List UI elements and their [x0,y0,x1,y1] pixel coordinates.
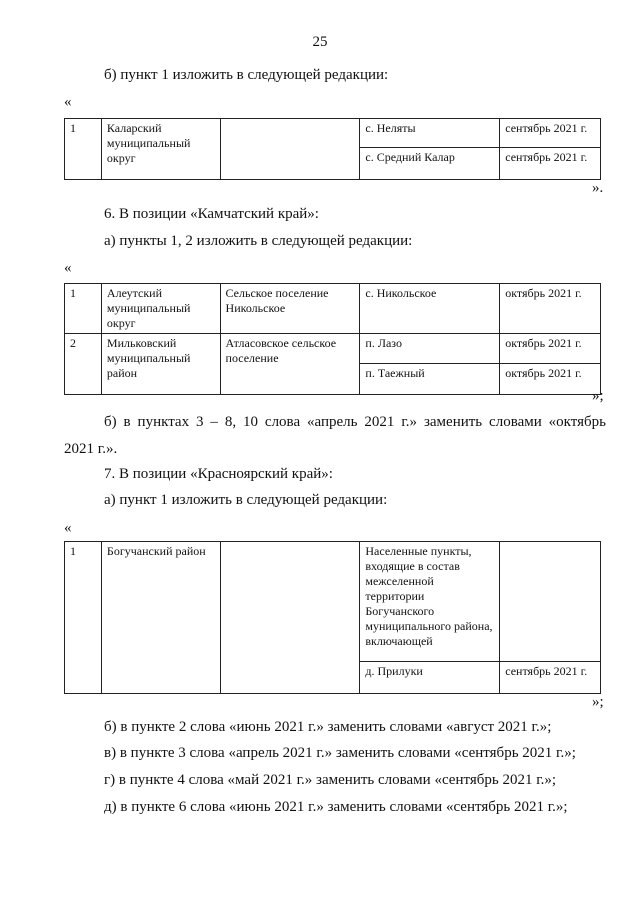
cell-locality: с. Никольское [360,284,500,334]
cell-locality: Населенные пункты, входящие в состав межселенной территории Богучанского муниципального района, включающей [360,542,500,662]
cell-settlement: Сельское поселение Никольское [220,284,360,334]
cell-date: октябрь 2021 г. [500,334,601,364]
cell-locality: п. Лазо [360,334,500,364]
table-row [65,119,601,148]
table-kamchatka [64,283,601,395]
paragraph-a-point-1: а) пункт 1 изложить в следующей редакции: [104,492,388,508]
paragraph-b-point-2: б) в пункте 2 слова «июнь 2021 г.» заменить словами «август 2021 г.»; [104,719,552,735]
cell-num: 1 [65,119,102,180]
paragraph-b-point1: б) пункт 1 изложить в следующей редакции: [104,67,389,83]
cell-num: 1 [65,542,102,694]
cell-num: 1 [65,284,102,334]
cell-date: сентябрь 2021 г. [500,119,601,148]
cell-locality: д. Прилуки [360,662,500,694]
paragraph-b-points-3-8: б) в пунктах 3 – 8, 10 слова «апрель 2021 г.» заменить словами «октябрь [104,414,606,430]
cell-date [500,542,601,662]
opening-quote-2: « [64,260,72,276]
paragraph-7-krasnoyarsk: 7. В позиции «Красноярский край»: [104,466,333,482]
cell-locality: с. Средний Калар [360,148,500,180]
table-row [65,334,601,364]
paragraph-v-point-3: в) в пункте 3 слова «апрель 2021 г.» заменить словами «сентябрь 2021 г.»; [104,745,576,761]
paragraph-6-kamchatka: 6. В позиции «Камчатский край»: [104,206,319,222]
cell-municipality: Богучанский район [101,542,220,694]
table-row [65,542,601,662]
paragraph-d-point-6: д) в пункте 6 слова «июнь 2021 г.» заменить словами «сентябрь 2021 г.»; [104,799,568,815]
cell-settlement [220,119,360,180]
closing-quote-2: »; [592,388,604,404]
cell-settlement [220,542,360,694]
cell-num: 2 [65,334,102,395]
cell-municipality: Алеутский муниципальный округ [101,284,220,334]
opening-quote-3: « [64,520,72,536]
opening-quote-1: « [64,94,72,110]
cell-municipality: Мильковский муниципальный район [101,334,220,395]
cell-date: октябрь 2021 г. [500,284,601,334]
cell-date: сентябрь 2021 г. [500,148,601,180]
paragraph-a-points-1-2: а) пункты 1, 2 изложить в следующей редакции: [104,233,413,249]
closing-quote-1: ». [592,180,604,196]
cell-locality: п. Таежный [360,364,500,395]
cell-date: октябрь 2021 г. [500,364,601,395]
paragraph-b-points-3-8-cont: 2021 г.». [64,441,118,457]
table-kalarsky [64,118,601,180]
page-number: 25 [312,34,328,50]
paragraph-g-point-4: г) в пункте 4 слова «май 2021 г.» заменить словами «сентябрь 2021 г.»; [104,772,557,788]
closing-quote-3: »; [592,694,604,710]
table-krasnoyarsk [64,541,601,694]
cell-settlement: Атласовское сельское поселение [220,334,360,395]
cell-locality: с. Неляты [360,119,500,148]
cell-date: сентябрь 2021 г. [500,662,601,694]
cell-municipality: Каларский муниципальный округ [101,119,220,180]
table-row [65,284,601,334]
